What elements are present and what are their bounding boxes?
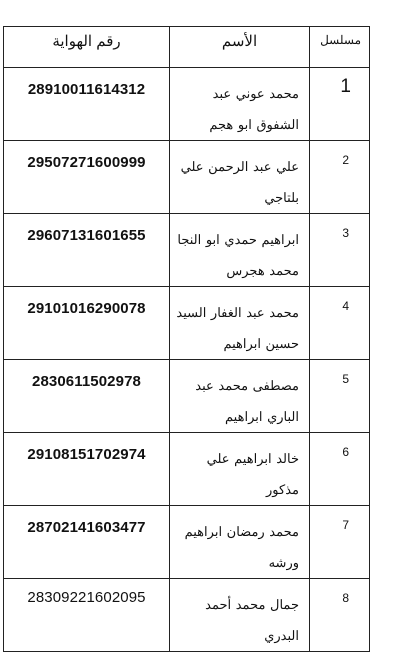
table-row — [4, 68, 370, 141]
members-table-container — [3, 26, 369, 643]
row-name-line1: علي عبد الرحمن علي — [180, 159, 299, 174]
table-row — [4, 360, 370, 433]
row-name — [170, 214, 310, 287]
row-name-line1: محمد رمضان ابراهيم — [184, 524, 299, 539]
row-name — [170, 141, 310, 214]
table-header-row — [4, 27, 370, 68]
row-id: 29101016290078 — [4, 287, 170, 360]
row-name-line2: بلتاجي — [264, 190, 299, 205]
table-row — [4, 433, 370, 506]
row-name-line2: الباري ابراهيم — [225, 409, 299, 424]
row-name-line2: مذكور — [266, 482, 299, 497]
table-row — [4, 579, 370, 652]
row-id: 28910011614312 — [4, 68, 170, 141]
row-serial: 8 — [310, 579, 370, 652]
row-name-line1: خالد ابراهيم علي — [206, 451, 299, 466]
row-name — [170, 433, 310, 506]
row-serial: 6 — [310, 433, 370, 506]
row-name-line2: حسين ابراهيم — [223, 336, 299, 351]
row-name-line1: محمد عبد الغفار السيد — [176, 305, 299, 320]
header-id: رقم الهواية — [4, 27, 170, 68]
row-name-line1: ابراهيم حمدي ابو النجا — [177, 232, 299, 247]
row-name-line1: مصطفى محمد عبد — [195, 378, 299, 393]
row-serial: 1 — [310, 68, 370, 141]
row-name — [170, 506, 310, 579]
row-id: 29108151702974 — [4, 433, 170, 506]
row-name — [170, 287, 310, 360]
header-serial: مسلسل — [310, 27, 370, 68]
table-row — [4, 214, 370, 287]
row-name-line1: جمال محمد أحمد — [205, 597, 299, 612]
table-row — [4, 141, 370, 214]
row-name — [170, 68, 310, 141]
row-serial: 4 — [310, 287, 370, 360]
row-name-line2: البدري — [264, 628, 299, 643]
row-name-line2: الشفوق ابو هجم — [209, 117, 299, 132]
row-id: 28702141603477 — [4, 506, 170, 579]
row-serial: 7 — [310, 506, 370, 579]
row-name-line1: محمد عوني عبد — [212, 86, 299, 101]
row-id: 28309221602095 — [4, 579, 170, 652]
row-name — [170, 579, 310, 652]
row-id: 2830611502978 — [4, 360, 170, 433]
row-serial: 3 — [310, 214, 370, 287]
table-row — [4, 506, 370, 579]
row-name-line2: محمد هجرس — [226, 263, 299, 278]
row-id: 29607131601655 — [4, 214, 170, 287]
row-serial: 5 — [310, 360, 370, 433]
header-name: الأسم — [170, 27, 310, 68]
row-serial: 2 — [310, 141, 370, 214]
row-id: 29507271600999 — [4, 141, 170, 214]
members-table — [3, 26, 370, 652]
table-row — [4, 287, 370, 360]
row-name-line2: ورشه — [268, 555, 299, 570]
row-name — [170, 360, 310, 433]
